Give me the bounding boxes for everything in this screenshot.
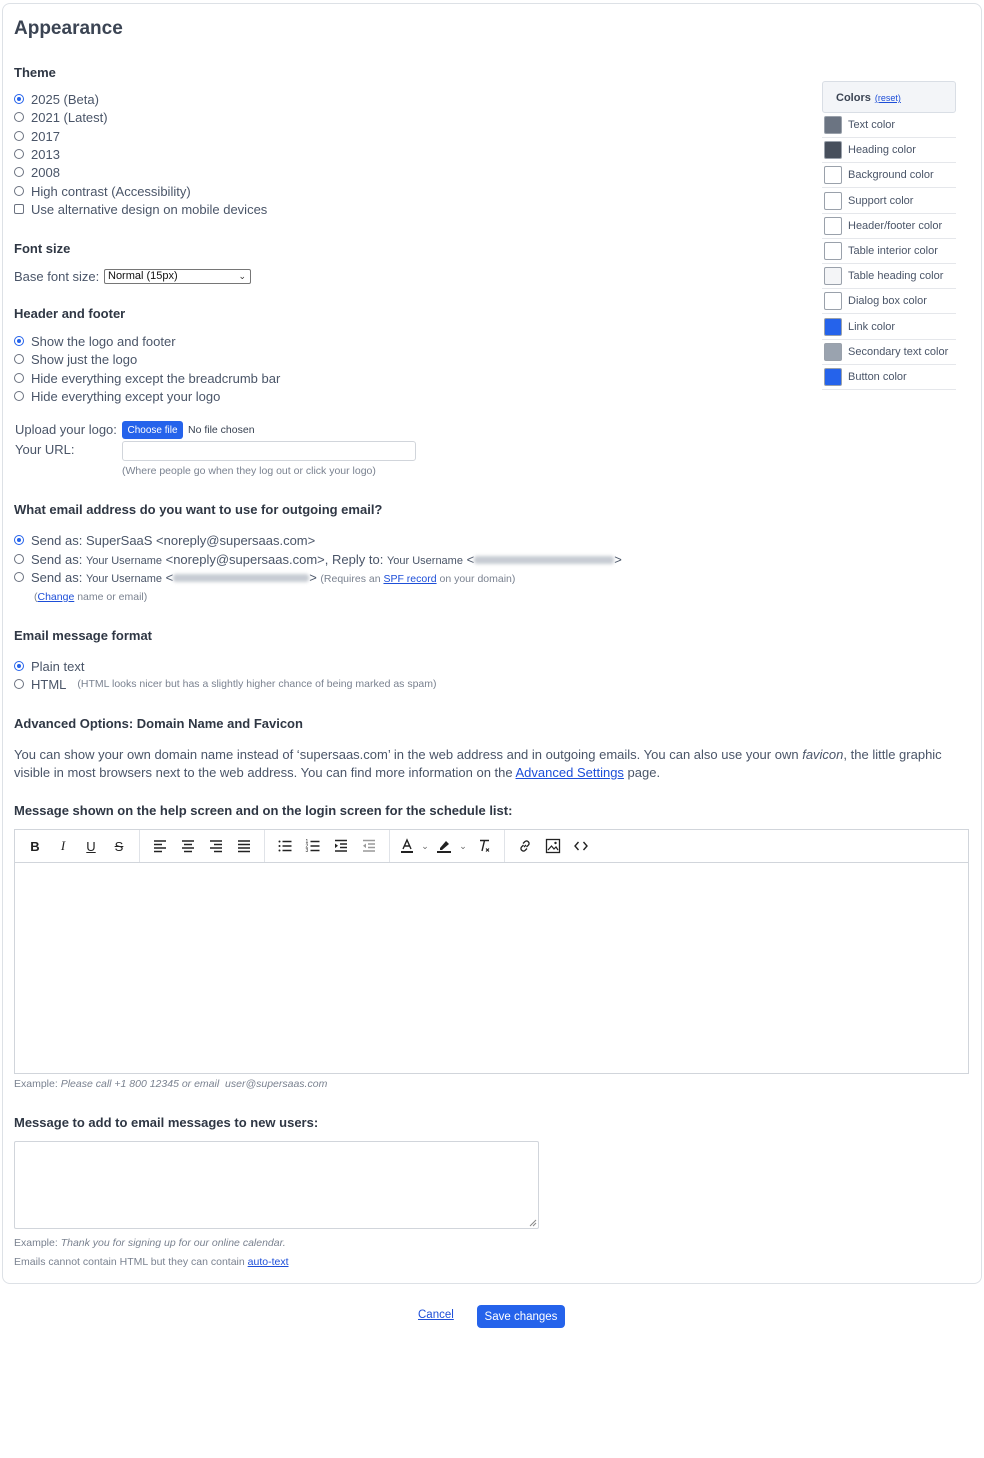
header-option-logo-only[interactable]: Hide everything except your logo: [14, 387, 220, 405]
color-row-secondary-text-color[interactable]: [822, 340, 956, 365]
chevron-down-icon[interactable]: ⌄: [421, 840, 429, 851]
radio[interactable]: [14, 112, 24, 122]
colors-panel-header: Colors (reset): [822, 81, 956, 113]
color-label: Header/footer color: [848, 219, 943, 232]
svg-text:2: 2: [305, 843, 309, 850]
new-user-message-heading: Message to add to email messages to new users:: [14, 1115, 319, 1130]
upload-logo-label: Upload your logo:: [15, 422, 117, 437]
align-justify-icon[interactable]: [230, 834, 258, 858]
theme-option-2017[interactable]: 2017: [14, 127, 60, 145]
color-label: Table heading color: [848, 270, 944, 283]
bold-icon[interactable]: B: [30, 838, 40, 854]
save-changes-button[interactable]: Save changes: [477, 1305, 565, 1328]
header-option-breadcrumb[interactable]: Hide everything except the breadcrumb bar: [14, 369, 280, 387]
color-row-header-footer-color[interactable]: [822, 214, 956, 239]
color-label: Table interior color: [848, 245, 938, 257]
help-message-editor[interactable]: [14, 829, 969, 1074]
highlight-color-icon[interactable]: [432, 834, 456, 858]
your-url-input[interactable]: [122, 441, 416, 461]
link-icon[interactable]: [511, 834, 539, 858]
color-row-link-color[interactable]: [822, 315, 956, 340]
toolbar-group-align: [140, 830, 265, 862]
header-footer-heading: Header and footer: [14, 306, 126, 321]
radio-selected[interactable]: [14, 535, 24, 545]
color-label: Link color: [848, 320, 896, 333]
help-message-heading: Message shown on the help screen and on the login screen for the schedule list:: [14, 803, 513, 818]
email-option-supersaas[interactable]: Send as: SuperSaaS <noreply@supersaas.com>: [14, 531, 315, 549]
color-swatch[interactable]: [824, 292, 842, 310]
radio[interactable]: [14, 167, 24, 177]
email-heading: What email address do you want to use for outgoing email?: [14, 502, 383, 517]
radio[interactable]: [14, 572, 24, 582]
radio[interactable]: [14, 373, 24, 383]
color-row-button-color[interactable]: [822, 365, 956, 390]
advanced-description: You can show your own domain name instead of ‘supersaas.com’ in the web address and in outgoing emails. You can also use your own favicon, the little graphic visible in most browsers next to the web address. You can find more information on the Advanced Settings page.: [14, 747, 942, 780]
theme-option-2008[interactable]: 2008: [14, 163, 60, 181]
toolbar-group-lists: [265, 830, 390, 862]
color-swatch[interactable]: [824, 368, 842, 386]
color-row-table-interior-color[interactable]: [822, 239, 956, 264]
image-icon[interactable]: [539, 834, 567, 858]
theme-option-2025[interactable]: 2025 (Beta): [14, 90, 99, 108]
underline-icon[interactable]: U: [86, 838, 96, 854]
your-url-hint: (Where people go when they log out or click your logo): [122, 465, 376, 477]
spf-record-link[interactable]: SPF record: [383, 572, 437, 585]
clear-formatting-icon[interactable]: [470, 834, 498, 858]
change-name-email: (Change name or email): [34, 591, 148, 603]
no-file-chosen-text: No file chosen: [188, 424, 255, 436]
header-option-logo-footer[interactable]: Show the logo and footer: [14, 332, 176, 350]
theme-option-2021[interactable]: 2021 (Latest): [14, 108, 108, 126]
color-row-support-color[interactable]: [822, 189, 956, 214]
advanced-heading: Advanced Options: Domain Name and Favicon: [14, 716, 303, 731]
color-swatch[interactable]: [824, 116, 842, 134]
help-message-example: Example: Please call +1 800 12345 or email user@supersaas.com: [14, 1078, 328, 1090]
color-label: Background color: [848, 169, 934, 182]
color-row-dialog-box-color[interactable]: [822, 289, 956, 314]
radio[interactable]: [14, 186, 24, 196]
colors-reset-link[interactable]: (reset): [874, 93, 901, 103]
new-user-message-textarea[interactable]: [14, 1141, 539, 1229]
theme-option-2013[interactable]: 2013: [14, 145, 60, 163]
color-row-background-color[interactable]: [822, 163, 956, 188]
choose-file-button[interactable]: Choose file: [122, 421, 183, 439]
radio[interactable]: [14, 391, 24, 401]
color-label: Text color: [848, 119, 896, 131]
color-swatch[interactable]: [824, 217, 842, 235]
color-swatch[interactable]: [824, 166, 842, 184]
new-user-note: Emails cannot contain HTML but they can contain auto-text: [14, 1256, 289, 1268]
svg-text:1: 1: [305, 839, 309, 845]
radio-selected[interactable]: [14, 336, 24, 346]
color-label: Support color: [848, 194, 914, 207]
color-swatch[interactable]: [824, 141, 842, 159]
base-font-size-label: Base font size:: [14, 269, 100, 284]
italic-icon[interactable]: I: [60, 838, 66, 853]
color-label: Secondary text color: [848, 345, 949, 358]
theme-option-high-contrast[interactable]: High contrast (Accessibility): [14, 182, 191, 200]
indent-icon[interactable]: [327, 834, 355, 858]
cancel-link[interactable]: Cancel: [418, 1309, 454, 1321]
your-url-label: Your URL:: [15, 442, 75, 457]
bullet-list-icon[interactable]: [271, 834, 299, 858]
radio[interactable]: [14, 149, 24, 159]
color-swatch[interactable]: [824, 242, 842, 260]
chevron-down-icon: ⌄: [238, 271, 246, 281]
advanced-settings-link[interactable]: Advanced Settings: [515, 765, 624, 780]
change-link[interactable]: Change: [37, 591, 75, 603]
text-color-icon[interactable]: [396, 834, 418, 858]
page-title: Appearance: [14, 18, 123, 39]
toolbar-group-colors: [390, 830, 505, 862]
align-left-icon[interactable]: [146, 834, 174, 858]
align-center-icon[interactable]: [174, 834, 202, 858]
radio[interactable]: [14, 354, 24, 364]
color-row-heading-color[interactable]: [822, 138, 956, 163]
align-right-icon[interactable]: [202, 834, 230, 858]
color-swatch[interactable]: [824, 343, 842, 361]
new-user-example: Example: Thank you for signing up for our online calendar.: [14, 1237, 286, 1249]
color-swatch[interactable]: [824, 267, 842, 285]
mobile-design-checkbox[interactable]: Use alternative design on mobile devices: [14, 200, 267, 218]
chevron-down-icon[interactable]: ⌄: [459, 840, 467, 851]
auto-text-link[interactable]: auto-text: [247, 1256, 289, 1268]
outdent-icon[interactable]: [355, 834, 383, 858]
header-option-just-logo[interactable]: Show just the logo: [14, 350, 137, 368]
resize-handle-icon[interactable]: [529, 1219, 537, 1227]
toolbar-group-text-style: [15, 830, 140, 862]
color-label: Button color: [848, 371, 907, 383]
color-row-text-color[interactable]: [822, 113, 956, 138]
color-swatch[interactable]: [824, 318, 842, 336]
redacted-email: [474, 556, 614, 564]
format-option-html[interactable]: HTML (HTML looks nicer but has a slightly higher chance of being marked as spam): [14, 675, 437, 693]
format-option-plain[interactable]: Plain text: [14, 657, 84, 675]
editor-toolbar: [15, 830, 968, 863]
strikethrough-icon[interactable]: S: [114, 838, 124, 854]
email-option-custom[interactable]: Send as: Your Username < > (Requires an SPF record on your domain): [14, 568, 515, 586]
font-size-heading: Font size: [14, 241, 71, 256]
numbered-list-icon[interactable]: [299, 834, 327, 858]
radio-selected[interactable]: [14, 661, 24, 671]
svg-text:3: 3: [305, 848, 309, 854]
toolbar-group-insert: [505, 830, 601, 862]
color-row-table-heading-color[interactable]: [822, 264, 956, 289]
email-format-heading: Email message format: [14, 628, 153, 643]
email-option-reply-to[interactable]: Send as: Your Username <noreply@supersaas.com>, Reply to: Your Username < >: [14, 550, 622, 568]
base-font-size-select[interactable]: Normal (15px) ⌄: [104, 269, 251, 284]
source-code-icon[interactable]: [567, 834, 595, 858]
color-swatch[interactable]: [824, 192, 842, 210]
theme-heading: Theme: [14, 65, 56, 80]
redacted-email: [173, 574, 309, 582]
radio[interactable]: [14, 131, 24, 141]
radio[interactable]: [14, 679, 24, 689]
color-label: Heading color: [848, 144, 916, 157]
radio[interactable]: [14, 554, 24, 564]
checkbox[interactable]: [14, 204, 24, 214]
radio-selected[interactable]: [14, 94, 24, 104]
color-label: Dialog box color: [848, 295, 927, 308]
